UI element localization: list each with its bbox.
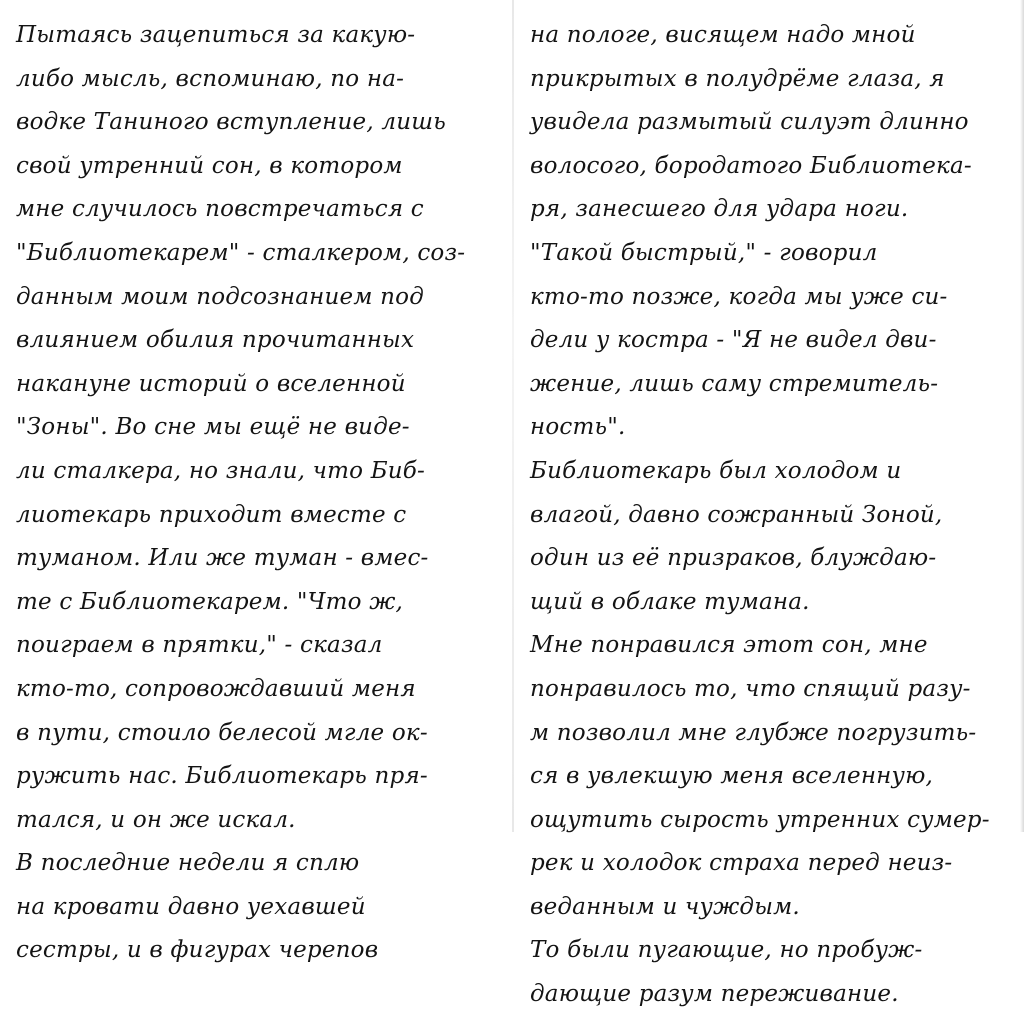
right-text-column bbox=[530, 14, 1014, 1017]
text-line: Пытаясь зацепиться за какую- bbox=[16, 22, 416, 48]
text-line: ность". bbox=[530, 414, 626, 441]
text-line: Библиотекарь был холодом и bbox=[530, 457, 902, 484]
text-line: жение, лишь саму стремитель- bbox=[530, 370, 939, 397]
text-line: веданным и чуждым. bbox=[530, 893, 800, 920]
text-line: на кровати давно уехавшей bbox=[16, 893, 366, 920]
text-line: ря, занесшего для удара ноги. bbox=[530, 196, 909, 223]
left-text-column bbox=[16, 14, 500, 973]
text-line: ощутить сырость утренних сумер- bbox=[530, 806, 990, 833]
text-line: водке Таниного вступление, лишь bbox=[16, 109, 446, 136]
text-line: "Такой быстрый," - говорил bbox=[530, 239, 878, 266]
text-line: кто-то позже, когда мы уже си- bbox=[530, 283, 948, 310]
text-line: накануне историй о вселенной bbox=[16, 370, 406, 397]
text-line: рек и холодок страха перед неиз- bbox=[530, 850, 953, 877]
text-line: туманом. Или же туман - вмес- bbox=[16, 545, 429, 572]
text-line: В последние недели я сплю bbox=[16, 850, 360, 877]
text-line: То были пугающие, но пробуж- bbox=[530, 937, 923, 964]
text-line: те с Библиотекарем. "Что ж, bbox=[16, 588, 404, 615]
text-line: влагой, давно сожранный Зоной, bbox=[530, 501, 943, 528]
text-line: свой утренний сон, в котором bbox=[16, 152, 403, 179]
text-line: тался, и он же искал. bbox=[16, 806, 296, 833]
text-line: кто-то, сопровождавший меня bbox=[16, 675, 416, 702]
text-line: на пологе, висящем надо мной bbox=[530, 22, 916, 48]
text-line: увидела размытый силуэт длинно bbox=[530, 109, 969, 136]
text-line: один из её призраков, блуждаю- bbox=[530, 545, 937, 572]
text-line: в пути, стоило белесой мгле ок- bbox=[16, 719, 428, 746]
text-line: Мне понравился этот сон, мне bbox=[530, 632, 928, 659]
text-line: лиотекарь приходит вместе с bbox=[16, 501, 407, 528]
text-line: дающие разум переживание. bbox=[530, 981, 899, 1008]
text-line: м позволил мне глубже погрузить- bbox=[530, 719, 977, 746]
scan-edge-shadow bbox=[1020, 0, 1024, 832]
text-line: либо мысль, вспоминаю, по на- bbox=[16, 65, 405, 92]
text-line: ся в увлекшую меня вселенную, bbox=[530, 763, 934, 790]
text-line: мне случилось повстречаться с bbox=[16, 196, 424, 223]
page-gutter bbox=[512, 0, 514, 832]
text-line: прикрытых в полудрёме глаза, я bbox=[530, 65, 945, 92]
text-line: данным моим подсознанием под bbox=[16, 283, 424, 310]
text-line: щий в облаке тумана. bbox=[530, 588, 810, 615]
text-line: "Зоны". Во сне мы ещё не виде- bbox=[16, 414, 410, 441]
text-line: сестры, и в фигурах черепов bbox=[16, 937, 379, 964]
text-line: ружить нас. Библиотекарь пря- bbox=[16, 763, 428, 790]
text-line: поиграем в прятки," - сказал bbox=[16, 632, 383, 659]
text-line: влиянием обилия прочитанных bbox=[16, 327, 415, 354]
text-line: волосого, бородатого Библиотека- bbox=[530, 152, 972, 179]
text-line: дели у костра - "Я не видел дви- bbox=[530, 327, 937, 354]
text-line: ли сталкера, но знали, что Биб- bbox=[16, 457, 426, 484]
text-line: понравилось то, что спящий разу- bbox=[530, 675, 971, 702]
text-line: "Библиотекарем" - сталкером, соз- bbox=[16, 239, 466, 266]
